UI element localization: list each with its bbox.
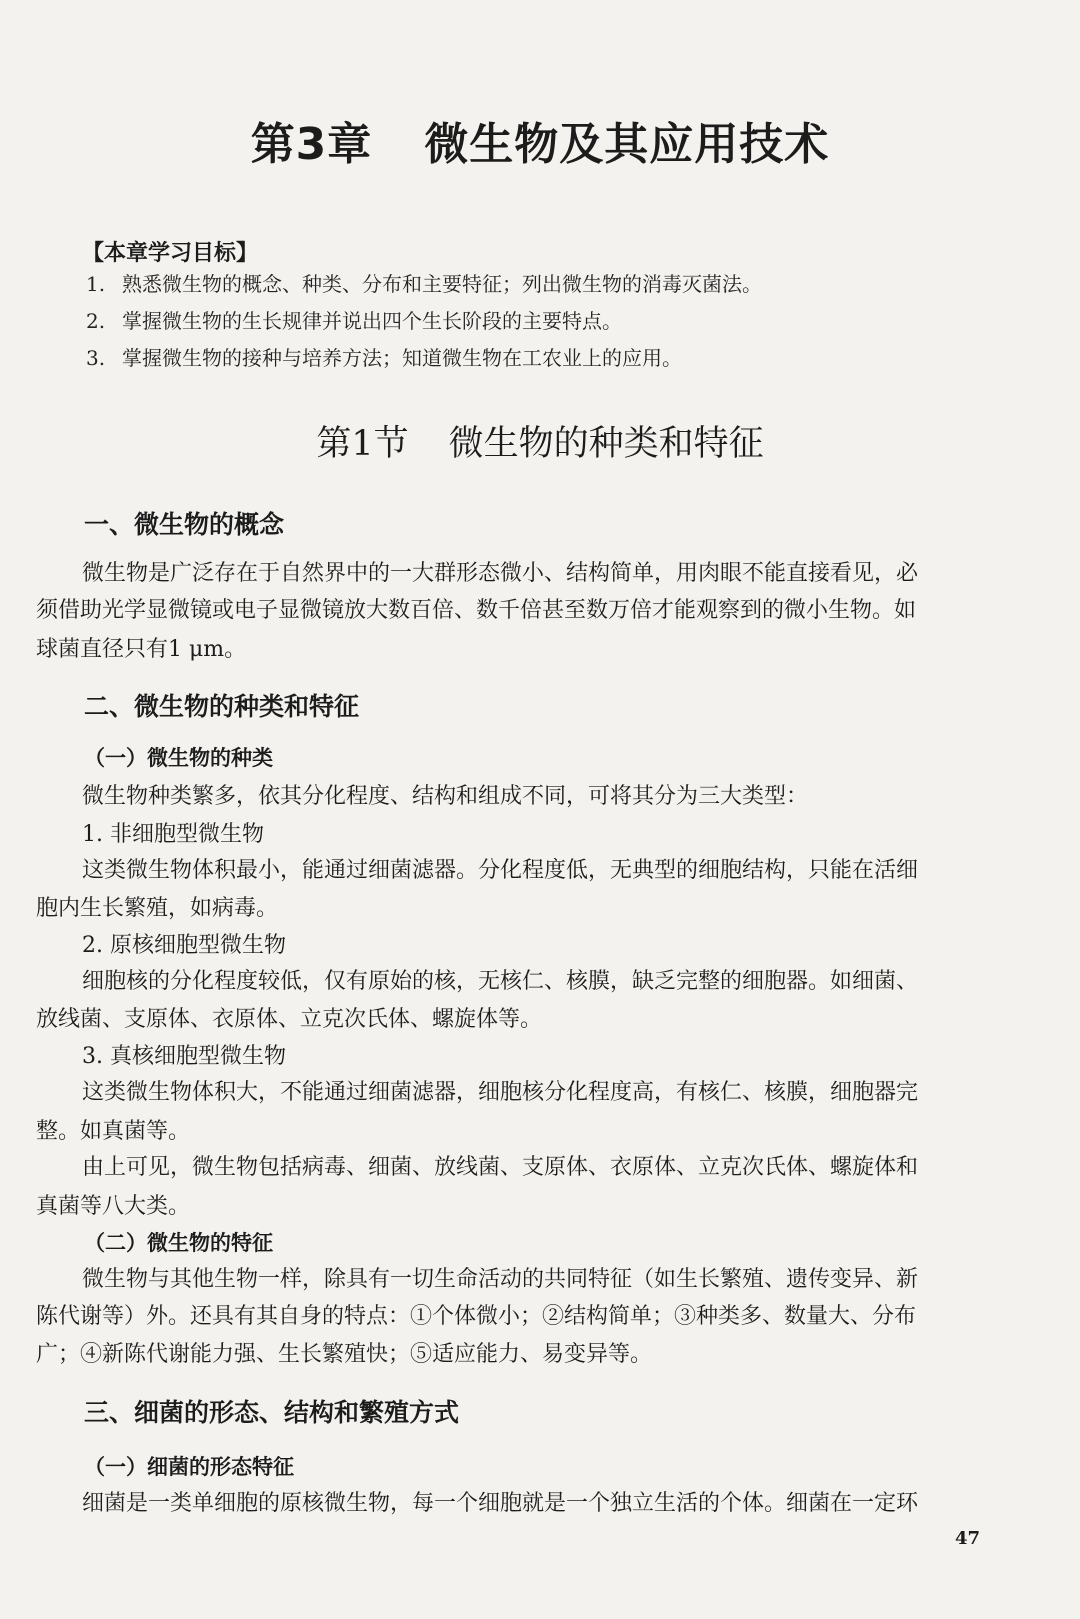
section-number: 第1节 (316, 424, 409, 464)
type-title: 2. 原核细胞型微生物 (82, 933, 286, 958)
paragraph-line: 这类微生物体积最小，能通过细菌滤器。分化程度低，无典型的细胞结构，只能在活细 (82, 858, 919, 883)
paragraph-line: 微生物与其他生物一样，除具有一切生命活动的共同特征（如生长繁殖、遗传变异、新 (82, 1267, 919, 1292)
chapter-title (0, 108, 1080, 172)
paragraph-line: 这类微生物体积大，不能通过细菌滤器，细胞核分化程度高，有核仁、核膜，细胞器完 (82, 1080, 919, 1105)
section-name: 微生物的种类和特征 (448, 424, 764, 464)
objective-item: 1. 熟悉微生物的概念、种类、分布和主要特征；列出微生物的消毒灭菌法。 (86, 272, 762, 296)
paragraph-line: 细胞核的分化程度较低，仅有原始的核，无核仁、核膜，缺乏完整的细胞器。如细菌、 (82, 969, 919, 994)
chapter-name: 微生物及其应用技术 (424, 119, 830, 170)
objective-item: 3. 掌握微生物的接种与培养方法；知道微生物在工农业上的应用。 (86, 346, 682, 370)
paragraph-line: 陈代谢等）外。还具有其自身的特点：①个体微小；②结构简单；③种类多、数量大、分布 (36, 1304, 917, 1329)
objectives-header: 【本章学习目标】 (82, 241, 259, 266)
paragraph-line: 广；④新陈代谢能力强、生长繁殖快；⑤适应能力、易变异等。 (36, 1342, 653, 1367)
type-title: 1. 非细胞型微生物 (82, 822, 264, 847)
paragraph-line: 细菌是一类单细胞的原核微生物，每一个细胞就是一个独立生活的个体。细菌在一定环 (82, 1491, 919, 1516)
paragraph-line: 微生物是广泛存在于自然界中的一大群形态微小、结构简单，用肉眼不能直接看见，必 (82, 561, 919, 586)
objective-item: 2. 掌握微生物的生长规律并说出四个生长阶段的主要特点。 (86, 309, 622, 333)
paragraph-line: 球菌直径只有1 μm。 (36, 637, 247, 662)
paragraph-line: 胞内生长繁殖，如病毒。 (36, 896, 279, 921)
paragraph-line: 真菌等八大类。 (36, 1194, 191, 1219)
chapter-number: 第3章 (250, 119, 373, 170)
paragraph-line: 由上可见，微生物包括病毒、细菌、放线菌、支原体、衣原体、立克次氏体、螺旋体和 (82, 1155, 919, 1180)
paragraph-line: 整。如真菌等。 (36, 1119, 191, 1144)
page-number: 47 (954, 1528, 980, 1549)
heading-types-features: 二、微生物的种类和特征 (84, 692, 360, 721)
paragraph-line: 微生物种类繁多，依其分化程度、结构和组成不同，可将其分为三大类型： (82, 784, 809, 809)
type-title: 3. 真核细胞型微生物 (82, 1044, 286, 1069)
subheading-types: （一）微生物的种类 (84, 746, 273, 770)
heading-bacteria: 三、细菌的形态、结构和繁殖方式 (84, 1398, 460, 1427)
paragraph-line: 须借助光学显微镜或电子显微镜放大数百倍、数千倍甚至数万倍才能观察到的微小生物。如 (36, 598, 917, 623)
heading-concept: 一、微生物的概念 (84, 510, 285, 539)
subheading-morphology: （一）细菌的形态特征 (84, 1455, 294, 1479)
section-title (0, 416, 1080, 466)
subheading-features: （二）微生物的特征 (84, 1231, 273, 1255)
paragraph-line: 放线菌、支原体、衣原体、立克次氏体、螺旋体等。 (36, 1007, 543, 1032)
